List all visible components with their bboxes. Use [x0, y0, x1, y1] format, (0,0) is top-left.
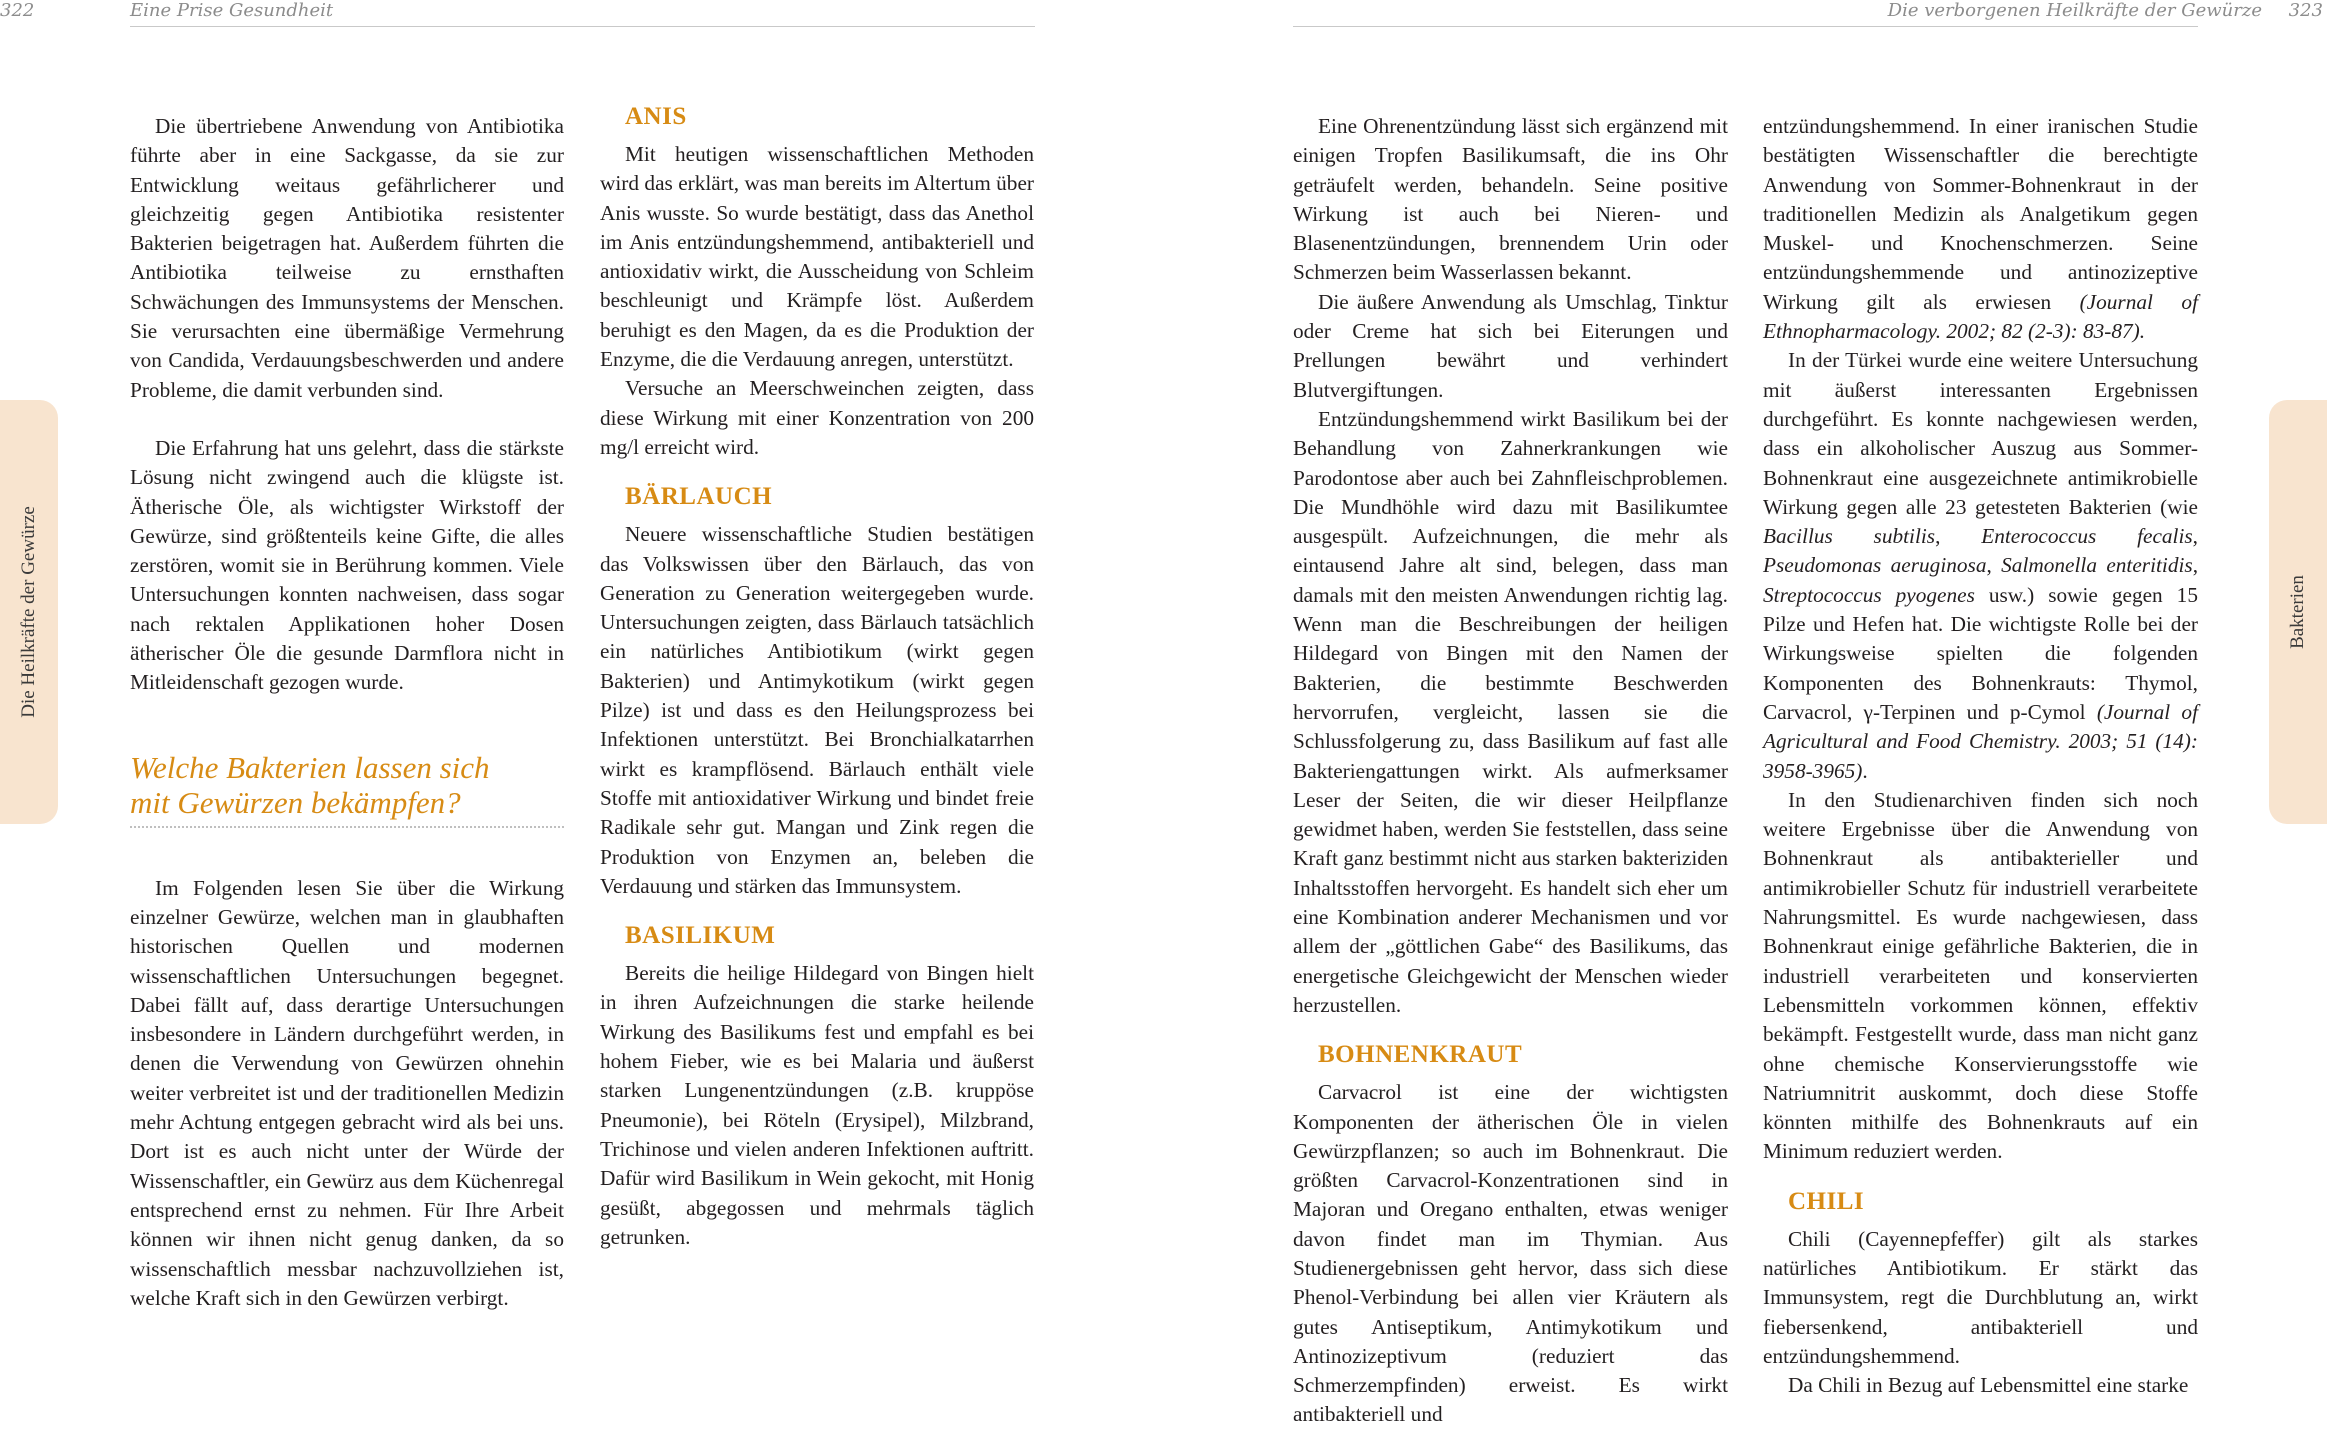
right-page [1164, 0, 2327, 1427]
subheading-baerlauch: BÄRLAUCH [625, 483, 773, 511]
paragraph: Neuere wissenschaftliche Studien bestätigen das Volkswissen über den Bärlauch, das von Generation zu Generation weitergegeben wurde. Untersuchungen zeigten, dass Bärlauch tatsächlich ein natürliches Antibiotikum (wirkt gegen Bakterien) und Antimykotikum (wirkt gegen Pilze) ist und dass es den Heilungsprozess bei Infektionen unterstützt. Bei Bronchialkatarrhen wirkt es krampflösend. Bärlauch enthält viele Stoffe mit antioxidativer Wirkung und bindet freie Radikale sehr gut. Mangan und Zink regen die Produktion von Enzymen an, beleben die Verdauung und stärken das Immunsystem. [600, 522, 1034, 898]
left-page-number: 322 [0, 0, 35, 21]
left-side-tab-label: Die Heilkräfte der Gewürze [18, 506, 39, 718]
bacterium-name: Pseudomonas aeruginosa [1763, 553, 1987, 578]
left-side-tab [0, 400, 58, 824]
bacterium-name: Enterococcus fecalis [1981, 524, 2193, 549]
bacterium-name: Salmonella enteritidis [2001, 553, 2193, 578]
section-heading-line-1: Welche Bakterien lassen sich [130, 749, 490, 785]
paragraph: In der Türkei wurde eine weitere Untersuchung mit äußerst interessanten Ergebnissen durchgeführt. Es konnte nachgewiesen werden, dass ein alkoholischer Auszug aus Sommer-Bohnenkraut eine ausgezeichnete antimikrobielle Wirkung gegen alle 23 getesteten Bakterien (wie Bacillus subtilis, Enterococcus fecalis, Pseudomonas aeruginosa, Salmonella enteritidis, Streptococcus pyogenes usw.) sowie gegen 15 Pilze und Hefen hat. Die wichtigste Rolle bei der Wirkungsweise spielten die folgenden Komponenten des Bohnenkrauts: Thymol, Carvacrol, γ-Terpinen und p-Cymol (Journal of Agricultural and Food Chemistry. 2003; 51 (14): 3958-3965). [1763, 348, 2199, 783]
paragraph: Die Erfahrung hat uns gelehrt, dass die stärkste Lösung nicht zwingend auch die klügste ist. Ätherische Öle, als wichtigster Wirkstoff der Gewürze, sind größtenteils keine Gifte, die alles zerstören, womit sie in Berührung kommen. Viele Untersuchungen konnten nachweisen, dass sogar nach rektalen Applikationen hoher Dosen ätherischer Öle die gesunde Darmflora nicht in Mitleidenschaft gezogen wurde. [130, 435, 564, 695]
paragraph: Im Folgenden lesen Sie über die Wirkung einzelner Gewürze, welchen man in glaubhaften historischen Quellen und modernen wissenschaftlichen Untersuchungen begegnet. Dabei fällt auf, dass derartige Untersuchungen insbesondere in Ländern durchgeführt werden, in denen die Verwendung von Gewürzen ohnehin weiter verbreitet ist und der traditionellen Medizin mehr Achtung entgegen gebracht wird als bei uns. Dort ist es auch nicht unter der Würde der Wissenschaftler, ein Gewürz aus dem Küchenregal entsprechend ernst zu nehmen. Für Ihre Arbeit können wir ihnen nicht genug danken, da so wissenschaftlich messbar nachzuvollziehen ist, welche Kraft sich in den Gewürzen verbirgt. [130, 875, 564, 1310]
left-header-rule [130, 26, 1035, 27]
bacterium-name: Streptococcus pyogenes [1763, 582, 1975, 607]
citation: (Journal of Ethnopharmacology. 2002; 82 (2-3): 83-87). [1763, 289, 2199, 344]
paragraph: Entzündungshemmend wirkt Basilikum bei der Behandlung von Zahnerkrankungen wie Parodontose aber auch bei Zahnfleischproblemen. Die Mundhöhle wird dazu mit Basilikumtee ausgespült. Aufzeichnungen, die mehr als eintausend Jahre alt sind, belegen, dass man damals mit den meisten Anwendungen richtig lag. Wenn man die Beschreibungen der heiligen Hildegard von Bingen mit den Namen der Bakterien, die bestimmte Beschwerden hervorrufen, vergleicht, lassen sie die Schlussfolgerung zu, dass Basilikum auf fast alle Bakteriengattungen wirkt. Als aufmerksamer Leser der Seiten, die wir dieser Heilpflanze gewidmet haben, werden Sie feststellen, dass seine Kraft ganz bestimmt nicht aus starken bakteriziden Inhaltsstoffen hervorgeht. Es handelt sich eher um eine Kombination anderer Mechanismen und vor allem der „göttlichen Gabe“ des Basilikums, das energetische Gleichgewicht der Menschen wieder herzustellen. [1293, 406, 1728, 1017]
left-column-2 [600, 103, 1034, 1252]
right-side-tab [2269, 400, 2327, 824]
paragraph: Bereits die heilige Hildegard von Bingen hielt in ihren Aufzeichnungen die starke heilende Wirkung des Basilikums fest und empfahl es bei hohem Fieber, wie es bei Malaria und äußerst starken Lungenentzündungen (z.B. kruppöse Pneumonie), bei Röteln (Erysipel), Milzbrand, Trichinose und vielen anderen Infektionen auftritt. Dafür wird Basilikum in Wein gekocht, mit Honig gesüßt, abgegossen und mehrmals täglich getrunken. [600, 961, 1034, 1249]
paragraph: Carvacrol ist eine der wichtigsten Komponenten der ätherischen Öle in vielen Gewürzpflanzen; so auch im Bohnenkraut. Die größten Carvacrol-Konzentrationen sind in Majoran und Oregano enthalten, etwas weniger davon findet man im Thymian. Aus Studienergebnissen geht hervor, dass sich diese Phenol-Verbindung bei allen vier Kräutern als gutes Antiseptikum, Antimykotikum und Antinozizeptivum (reduziert das Schmerzempfinden) erweist. Es wirkt antibakteriell und [1293, 1080, 1728, 1427]
paragraph: Versuche an Meerschweinchen zeigten, dass diese Wirkung mit einer Konzentration von 200 mg/l erreicht wird. [600, 376, 1034, 459]
section-heading [130, 750, 564, 828]
subheading-anis: ANIS [625, 103, 687, 130]
right-column-2 [1763, 112, 2198, 1400]
right-running-head: Die verborgenen Heilkräfte der Gewürze [1887, 0, 2262, 21]
section-heading-line-2: mit Gewürzen bekämpfen? [130, 784, 461, 820]
bacterium-name: Bacillus subtilis [1763, 524, 1936, 549]
subheading-basilikum: BASILIKUM [625, 922, 776, 950]
paragraph: Mit heutigen wissenschaftlichen Methoden wird das erklärt, was man bereits im Altertum über Anis wusste. So wurde bestätigt, dass das Anethol im Anis entzündungshemmend, antibakteriell und antioxidativ wirkt, die Ausscheidung von Schleim beschleunigt und Krämpfe löst. Außerdem beruhigt es den Magen, da es die Produktion der Enzyme, die die Verdauung anregen, unterstützt. [600, 142, 1034, 372]
paragraph: Da Chili in Bezug auf Lebensmittel eine starke [1788, 1373, 2189, 1398]
paragraph [1763, 112, 2198, 346]
right-page-number: 323 [2288, 0, 2323, 21]
right-column-1 [1293, 112, 1728, 1430]
paragraph: In den Studienarchiven finden sich noch weitere Ergebnisse über die Anwendung von Bohnenkraut als antibakterieller und antimikrobieller Schutz für industriell verarbeitete Nahrungsmittel. Es wurde nachgewiesen, dass Bohnenkraut einige gefährliche Bakterien, die in industriell verarbeiteten und konservierten Lebensmitteln vorkommen können, effektiv bekämpft. Festgestellt wurde, dass man nicht ganz ohne chemische Konservierungsstoffe wie Natriumnitrit auskommt, doch diese Stoffe könnten mithilfe des Bohnenkrauts auf ein Minimum reduziert werden. [1763, 787, 2198, 1164]
left-column-1 [130, 112, 564, 1313]
citation: (Journal of Agricultural and Food Chemistry. 2003; 51 (14): 3958-3965) [1763, 699, 2199, 783]
paragraph: Die äußere Anwendung als Umschlag, Tinktur oder Creme hat sich bei Eiterungen und Prellungen bewährt und verhindert Blutvergiftungen. [1293, 289, 1728, 402]
paragraph: Die übertriebene Anwendung von Antibiotika führte aber in eine Sackgasse, da sie zur Entwicklung weitaus gefährlicherer und gleichzeitig gegen Antibiotika resistenter Bakterien beigetragen hat. Außerdem führten die Antibiotika teilweise zu ernsthaften Schwächungen des Immunsystems der Menschen. Sie verursachten eine übermäßige Vermehrung von Candida, Verdauungsbeschwerden und andere Probleme, die damit verbunden sind. [130, 114, 564, 402]
text-run: usw.) sowie gegen 15 Pilze und Hefen hat. Die wichtigste Rolle bei der Wirkungsweise spielten die folgenden Komponenten des Bohnenkrauts: Thymol, Carvacrol, γ-Terpinen und p-Cymol [1763, 582, 2198, 724]
subheading-bohnenkraut: BOHNENKRAUT [1318, 1041, 1523, 1069]
right-header-rule [1293, 26, 2198, 27]
right-side-tab-label: Bakterien [2287, 575, 2308, 649]
paragraph: Chili (Cayennepfeffer) gilt als starkes natürliches Antibiotikum. Er stärkt das Immunsystem, regt die Durchblutung an, wirkt fiebersenkend, antibakteriell und entzündungshemmend. [1763, 1226, 2198, 1368]
left-running-head: Eine Prise Gesundheit [130, 0, 334, 21]
text-run: entzündungshemmend. In einer iranischen Studie bestätigten Wissenschaftler die berechtigte Anwendung von Sommer-Bohnenkraut in der traditionellen Medizin als Analgetikum gegen Muskel- und Knochenschmerzen. Seine entzündungshemmende und antinozizeptive Wirkung gilt als erwiesen [1763, 114, 2198, 314]
paragraph: Eine Ohrenentzündung lässt sich ergänzend mit einigen Tropfen Basilikumsaft, die ins Ohr geträufelt werden, behandeln. Seine positive Wirkung ist auch bei Nieren- und Blasenentzündungen, brennendem Urin oder Schmerzen beim Wasserlassen bekannt. [1293, 114, 1728, 285]
subheading-chili: CHILI [1788, 1187, 1865, 1215]
left-page [0, 0, 1163, 1312]
text-run: In der Türkei wurde eine weitere Untersuchung mit äußerst interessanten Ergebnissen durchgeführt. Es konnte nachgewiesen werden, dass ein alkoholischer Auszug aus Sommer-Bohnenkraut eine ausgezeichnete antimikrobielle Wirkung gegen alle 23 getesteten Bakterien (wie [1763, 348, 2198, 519]
